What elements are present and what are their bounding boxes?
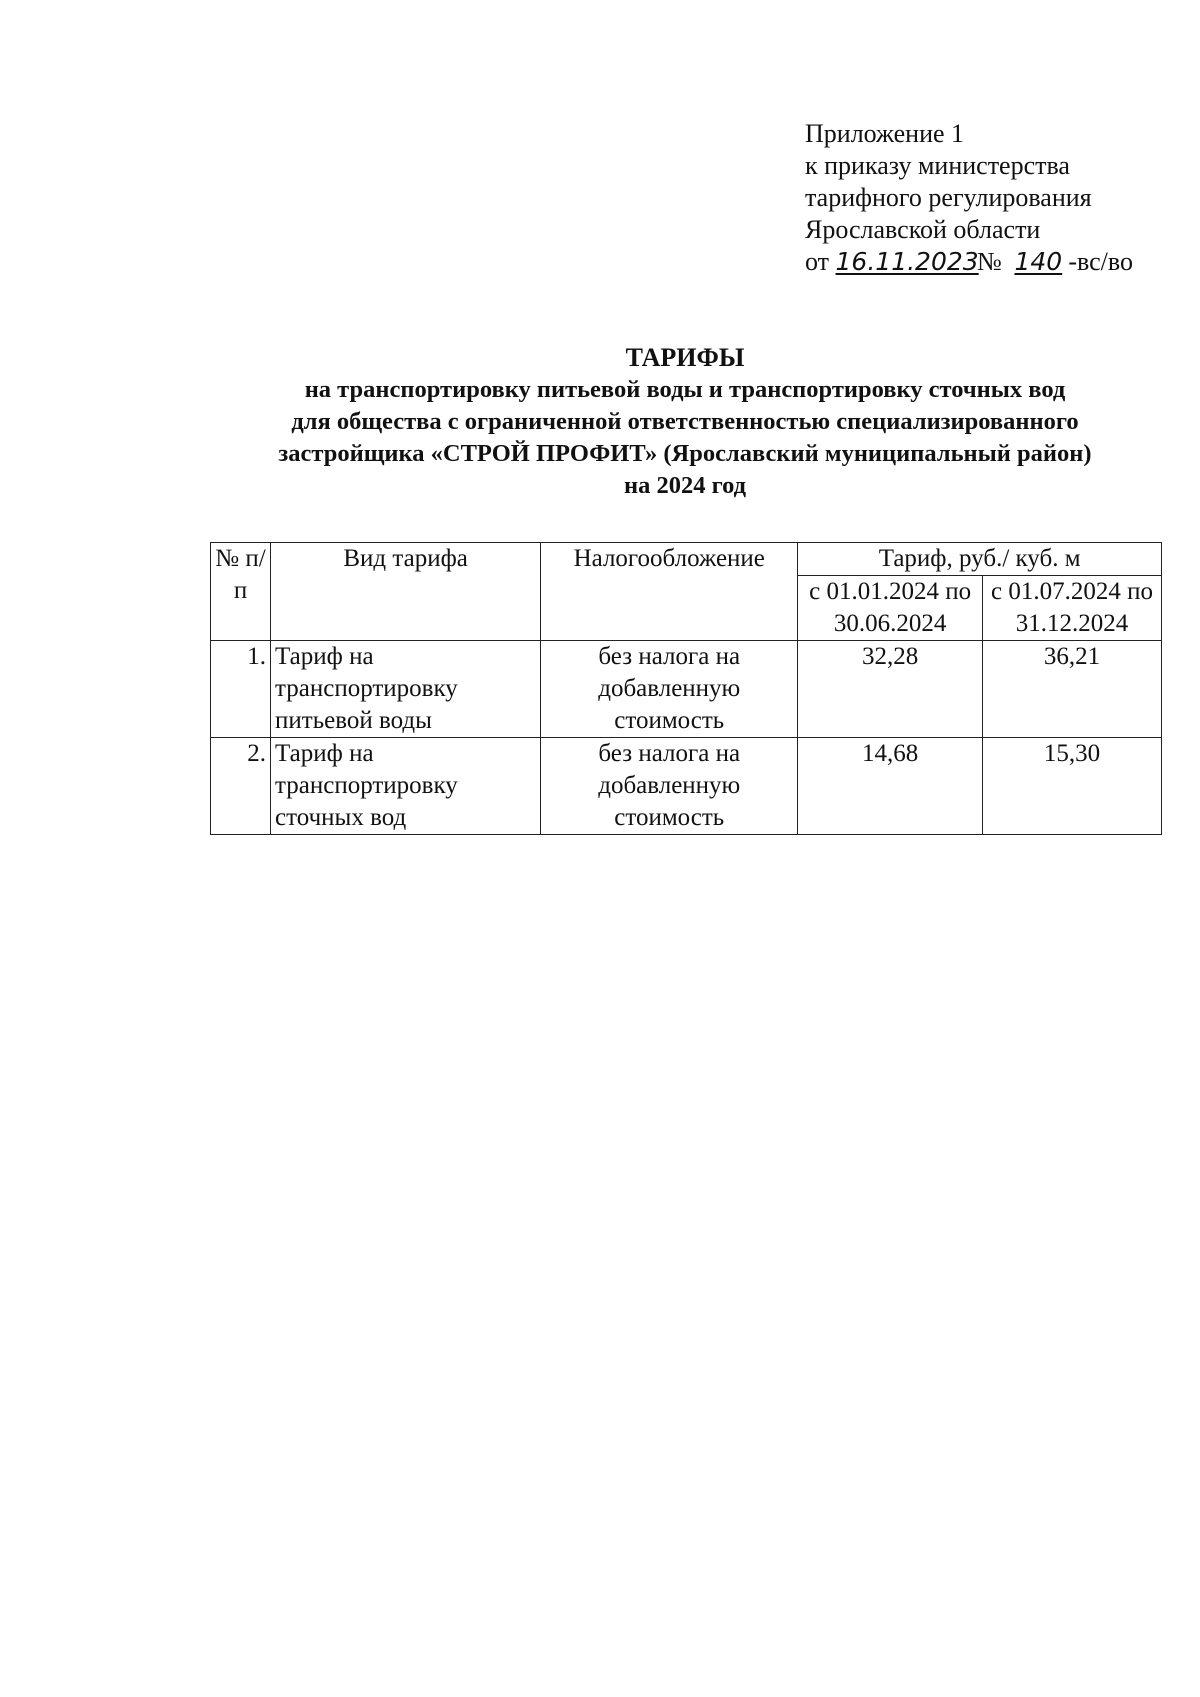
title-line-3: застройщика «СТРОЙ ПРОФИТ» (Ярославский муниципальный район) [278,440,1092,467]
appendix-block [805,118,1133,278]
header-tariff-type: Вид тарифа [271,543,541,641]
row-num: 2. [211,738,271,835]
appendix-ministry: тарифного регулирования [805,183,1092,212]
tariffs-table [210,542,1162,835]
header-period-1: с 01.01.2024 по 30.06.2024 [798,576,983,641]
order-prefix: от [805,247,830,276]
row-period-2-value: 36,21 [982,641,1161,738]
appendix-order-ref: к приказу министерства [805,151,1070,180]
appendix-title: Приложение 1 [805,119,965,148]
row-taxation: без налога на добавленную стоимость [541,641,798,738]
header-taxation: Налогообложение [541,543,798,641]
header-period-2: с 01.07.2024 по 31.12.2024 [982,576,1161,641]
document-title-block [150,342,1200,502]
row-tariff-type: Тариф на транспортировку питьевой воды [271,641,541,738]
title-line-2: для общества с ограниченной ответственностью специализированного [291,408,1079,435]
order-date: 16.11.2023 [835,247,979,276]
table-row [211,641,1162,738]
row-period-1-value: 14,68 [798,738,983,835]
order-number-sign: № [977,247,1002,276]
header-num: № п/п [211,543,271,641]
title-line-1: на транспортировку питьевой воды и транспортировку сточных вод [304,376,1066,403]
row-num: 1. [211,641,271,738]
row-taxation: без налога на добавленную стоимость [541,738,798,835]
order-line [805,246,1133,278]
row-period-1-value: 32,28 [798,641,983,738]
table-row [211,738,1162,835]
row-tariff-type: Тариф на транспортировку сточных вод [271,738,541,835]
table-header-row [211,543,1162,576]
row-period-2-value: 15,30 [982,738,1161,835]
title-line-4: на 2024 год [623,472,747,499]
order-suffix: -вс/во [1068,247,1133,276]
appendix-region: Ярославской области [805,215,1041,244]
document-title: ТАРИФЫ [625,343,745,372]
header-tariff-unit: Тариф, руб./ куб. м [798,543,1162,576]
order-number: 140 [1014,247,1063,276]
